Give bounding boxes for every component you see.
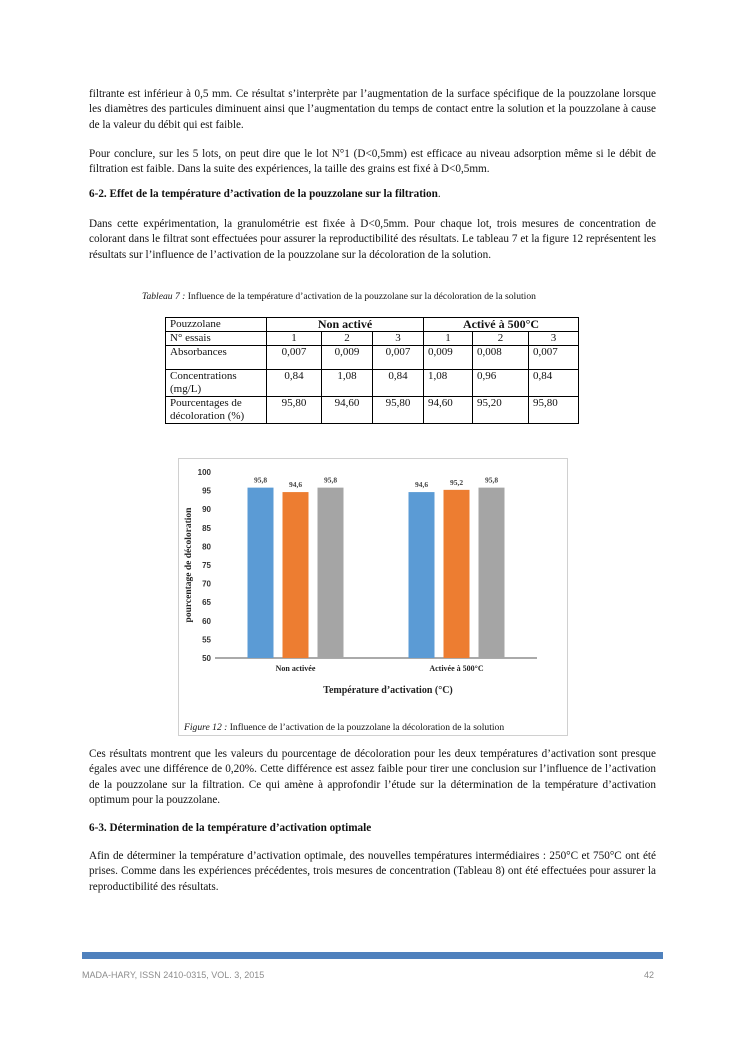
table-row-label: N° essais xyxy=(166,332,267,346)
table-7-caption-label: Tableau 7 : xyxy=(142,291,186,302)
figure-12-caption xyxy=(184,722,504,733)
table-group-non-active: Non activé xyxy=(267,318,424,332)
footer-bar xyxy=(82,952,663,959)
table-cell: 3 xyxy=(373,332,424,346)
table-row xyxy=(166,370,579,397)
y-tick-label: 95 xyxy=(202,486,211,496)
table-cell: 0,84 xyxy=(529,370,579,397)
footer-page-number: 42 xyxy=(644,970,655,980)
table-cell: 0,007 xyxy=(373,346,424,370)
y-tick-label: 90 xyxy=(202,505,211,515)
table-row-label: Absorbances xyxy=(166,346,267,370)
section-heading-6-3: 6-3. Détermination de la température d’activation optimale xyxy=(89,822,372,834)
bar xyxy=(318,488,344,658)
data-label: 94,6 xyxy=(414,480,429,490)
table-cell: 2 xyxy=(322,332,373,346)
x-axis-title: Température d’activation (°C) xyxy=(323,685,453,696)
table-row-label: Concentrations (mg/L) xyxy=(166,370,267,397)
table-cell: 0,009 xyxy=(322,346,373,370)
table-cell: 0,84 xyxy=(373,370,424,397)
footer-journal: MADA-HARY, ISSN 2410-0315, VOL. 3, 2015 xyxy=(82,970,265,980)
figure-12-caption-text: Influence de l’activation de la pouzzolane la décoloration de la solution xyxy=(227,722,505,733)
table-row xyxy=(166,397,579,424)
y-tick-label: 85 xyxy=(202,523,211,533)
table-7 xyxy=(165,317,579,424)
table-group-active-500: Activé à 500°C xyxy=(424,318,579,332)
table-7-caption-text: Influence de la température d’activation de la pouzzolane sur la décoloration de la solution xyxy=(185,291,536,302)
table-cell: 0,96 xyxy=(473,370,529,397)
table-row-label: Pourcentages de décoloration (%) xyxy=(166,397,267,424)
table-cell: 95,80 xyxy=(267,397,322,424)
bar-chart-svg xyxy=(179,459,567,735)
paragraph-experiment: Dans cette expérimentation, la granulométrie est fixée à D<0,5mm. Pour chaque lot, trois mesures de concentration de colorant dans le filtrat sont effectuées pour assurer la reproductibilité des résultats. Le tableau 7 et la figure 12 représentent les résultats sur l’influence de l’activation de la pouzzolane sur la décoloration de la solution. xyxy=(89,218,656,261)
data-label: 95,8 xyxy=(253,475,268,485)
y-tick-label: 80 xyxy=(202,542,211,552)
table-cell: 1 xyxy=(267,332,322,346)
x-category-label: Activée à 500°C xyxy=(429,664,484,673)
table-cell: 2 xyxy=(473,332,529,346)
table-cell: 1 xyxy=(424,332,473,346)
table-cell: 1,08 xyxy=(322,370,373,397)
bar xyxy=(409,492,435,658)
table-cell: 95,80 xyxy=(373,397,424,424)
paragraph-results: Ces résultats montrent que les valeurs du pourcentage de décoloration pour les deux températures d’activation sont presque égales avec une différence de 0,20%. Cette différence est assez faible pour tirer une conclusion sur l’influence de l’activation de la pouzzolane sur la filtration. Ce qui amène à approfondir l’étude sur la détermination de la température d’activation optimum pour la pouzzolane. xyxy=(89,748,656,806)
table-cell: 95,20 xyxy=(473,397,529,424)
section-heading-6-2-dot: . xyxy=(437,188,441,200)
table-row xyxy=(166,332,579,346)
data-label: 95,8 xyxy=(323,475,338,485)
table-cell: 94,60 xyxy=(424,397,473,424)
data-label: 95,2 xyxy=(449,477,464,487)
y-tick-label: 50 xyxy=(202,654,211,663)
y-tick-label: 70 xyxy=(202,579,211,589)
table-cell: 0,007 xyxy=(267,346,322,370)
table-cell: 3 xyxy=(529,332,579,346)
figure-12-caption-label: Figure 12 : xyxy=(184,722,228,733)
x-category-label: Non activée xyxy=(275,664,316,673)
table-cell: 94,60 xyxy=(322,397,373,424)
y-tick-label: 65 xyxy=(202,598,211,608)
bar xyxy=(283,492,309,658)
table-row xyxy=(166,318,579,332)
table-row xyxy=(166,346,579,370)
figure-12-chart xyxy=(178,458,568,736)
table-cell: 0,007 xyxy=(529,346,579,370)
table-cell: 95,80 xyxy=(529,397,579,424)
section-heading-6-2 xyxy=(89,188,441,200)
y-tick-label: 75 xyxy=(202,561,211,570)
y-axis-title: pourcentage de décoloration xyxy=(184,507,194,623)
bar xyxy=(444,490,470,658)
paragraph-conclusion: Pour conclure, sur les 5 lots, on peut dire que le lot N°1 (D<0,5mm) est efficace au niveau adsorption même si le débit de filtration est faible. Dans la suite des expériences, la taille des grains est fixé à D<0,5mm. xyxy=(89,148,656,176)
paragraph-intro: filtrante est inférieur à 0,5 mm. Ce résultat s’interprète par l’augmentation de la surface spécifique de la pouzzolane lorsque les diamètres des particules diminuent ainsi que l’augmentation du temps de contact entre la solution et la pouzzolane à cause de la valeur du débit qui est faible. xyxy=(89,88,656,131)
data-label: 94,6 xyxy=(288,480,303,490)
table-7-caption xyxy=(142,291,536,302)
table-cell: 0,009 xyxy=(424,346,473,370)
y-tick-label: 60 xyxy=(202,616,211,626)
table-cell: 0,008 xyxy=(473,346,529,370)
y-tick-label: 55 xyxy=(202,635,211,645)
bar xyxy=(479,488,505,658)
paragraph-optimal: Afin de déterminer la température d’activation optimale, des nouvelles températures intermédiaires : 250°C et 750°C ont été prises. Comme dans les expériences précédentes, trois mesures de concentration (Tableau 8) ont été effectuées pour assurer la reproductibilité des résultats. xyxy=(89,850,656,893)
section-heading-6-2-text: 6-2. Effet de la température d’activation de la pouzzolane sur la filtration xyxy=(89,188,438,200)
table-header-label: Pouzzolane xyxy=(166,318,267,332)
y-tick-label: 100 xyxy=(197,468,211,477)
data-label: 95,8 xyxy=(484,475,499,485)
bar xyxy=(248,488,274,658)
table-cell: 0,84 xyxy=(267,370,322,397)
table-cell: 1,08 xyxy=(424,370,473,397)
